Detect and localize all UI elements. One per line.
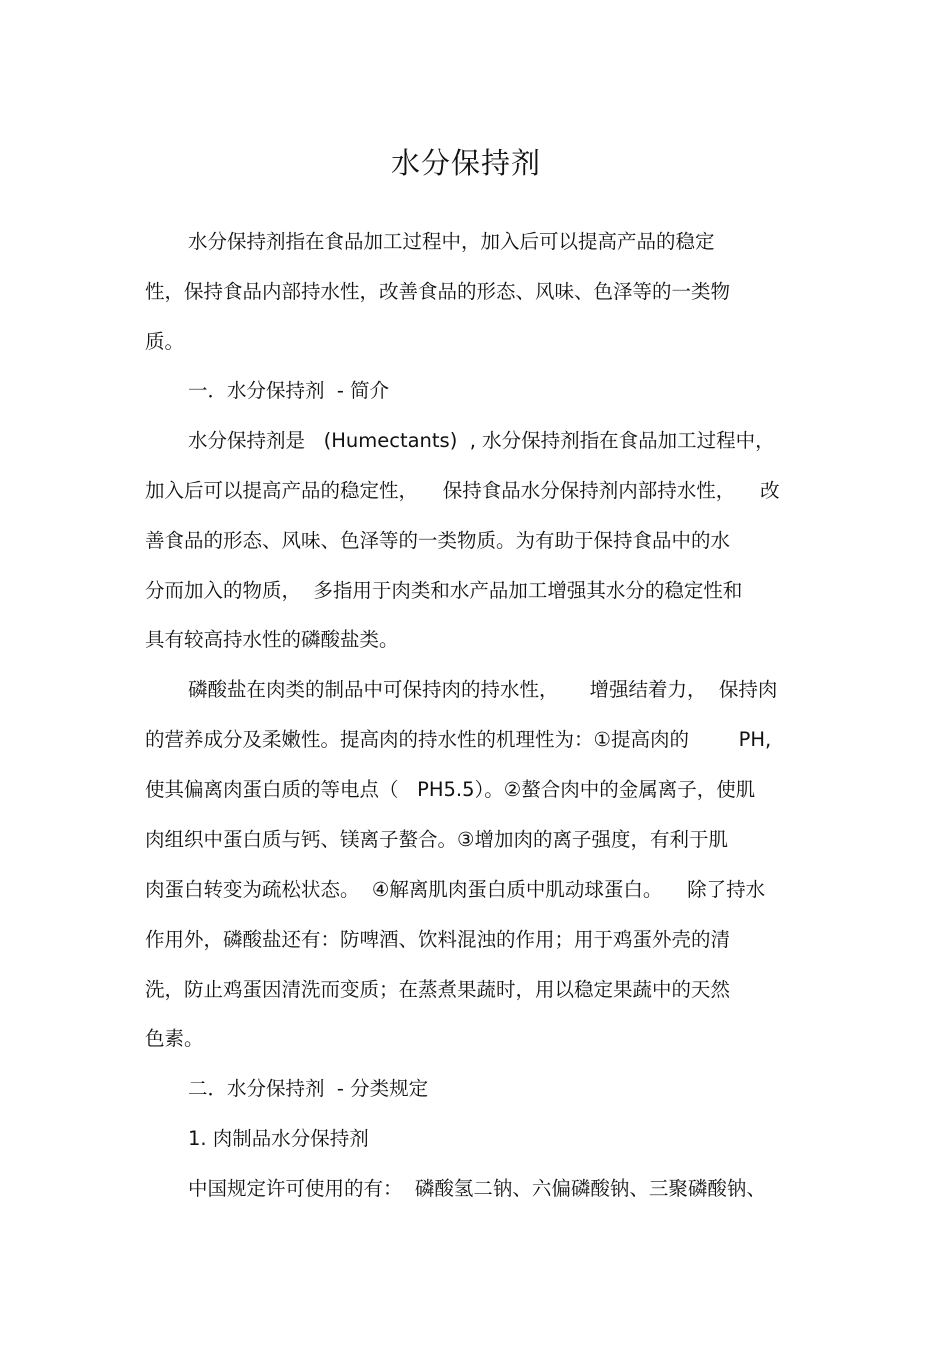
paragraph-3-line-6: 作用外，磷酸盐还有：防啤酒、饮料混浊的作用；用于鸡蛋外壳的清 — [145, 928, 731, 951]
section-heading-classification: 二．水分保持剂 - 分类规定 — [188, 1077, 429, 1100]
paragraph-2-line-1: 水分保持剂是 (Humectants) , 水分保持剂指在食品加工过程中， — [188, 429, 775, 452]
paragraph-1-line-3: 质。 — [145, 330, 185, 353]
paragraph-1-line-2: 性，保持食品内部持水性，改善食品的形态、风味、色泽等的一类物 — [145, 280, 731, 303]
paragraph-2-line-5: 具有较高持水性的磷酸盐类。 — [145, 628, 399, 651]
paragraph-3-line-2: 的营养成分及柔嫩性。提高肉的持水性的机理性为：①提高肉的 PH, — [145, 728, 772, 751]
paragraph-3-line-5: 肉蛋白转变为疏松状态。 ④解离肌肉蛋白质中肌动球蛋白。 除了持水 — [145, 878, 766, 901]
paragraph-3-line-1: 磷酸盐在肉类的制品中可保持肉的持水性， 增强结着力， 保持肉 — [188, 678, 778, 701]
paragraph-4-line-1: 中国规定许可使用的有： 磷酸氢二钠、六偏磷酸钠、三聚磷酸钠、 — [188, 1177, 766, 1200]
paragraph-3-line-4: 肉组织中蛋白质与钙、镁离子螯合。③增加肉的离子强度，有利于肌 — [145, 828, 728, 851]
section-heading-intro: 一．水分保持剂 - 简介 — [188, 379, 390, 402]
document-title: 水分保持剂 — [390, 146, 541, 181]
paragraph-3-line-3: 使其偏离肉蛋白质的等电点（ PH5.5）。②螯合肉中的金属离子，使肌 — [145, 778, 756, 801]
paragraph-3-line-7: 洗，防止鸡蛋因清洗而变质；在蒸煮果蔬时，用以稳定果蔬中的天然 — [145, 978, 731, 1001]
paragraph-1-line-1: 水分保持剂指在食品加工过程中，加入后可以提高产品的稳定 — [188, 230, 715, 253]
paragraph-2-line-4: 分而加入的物质， 多指用于肉类和水产品加工增强其水分的稳定性和 — [145, 579, 743, 602]
paragraph-2-line-3: 善食品的形态、风味、色泽等的一类物质。为有助于保持食品中的水 — [145, 529, 731, 552]
subsection-heading-meat: 1. 肉制品水分保持剂 — [188, 1127, 369, 1150]
paragraph-3-line-8: 色素。 — [145, 1027, 204, 1050]
paragraph-2-line-2: 加入后可以提高产品的稳定性， 保持食品水分保持剂内部持水性， 改 — [145, 479, 780, 502]
